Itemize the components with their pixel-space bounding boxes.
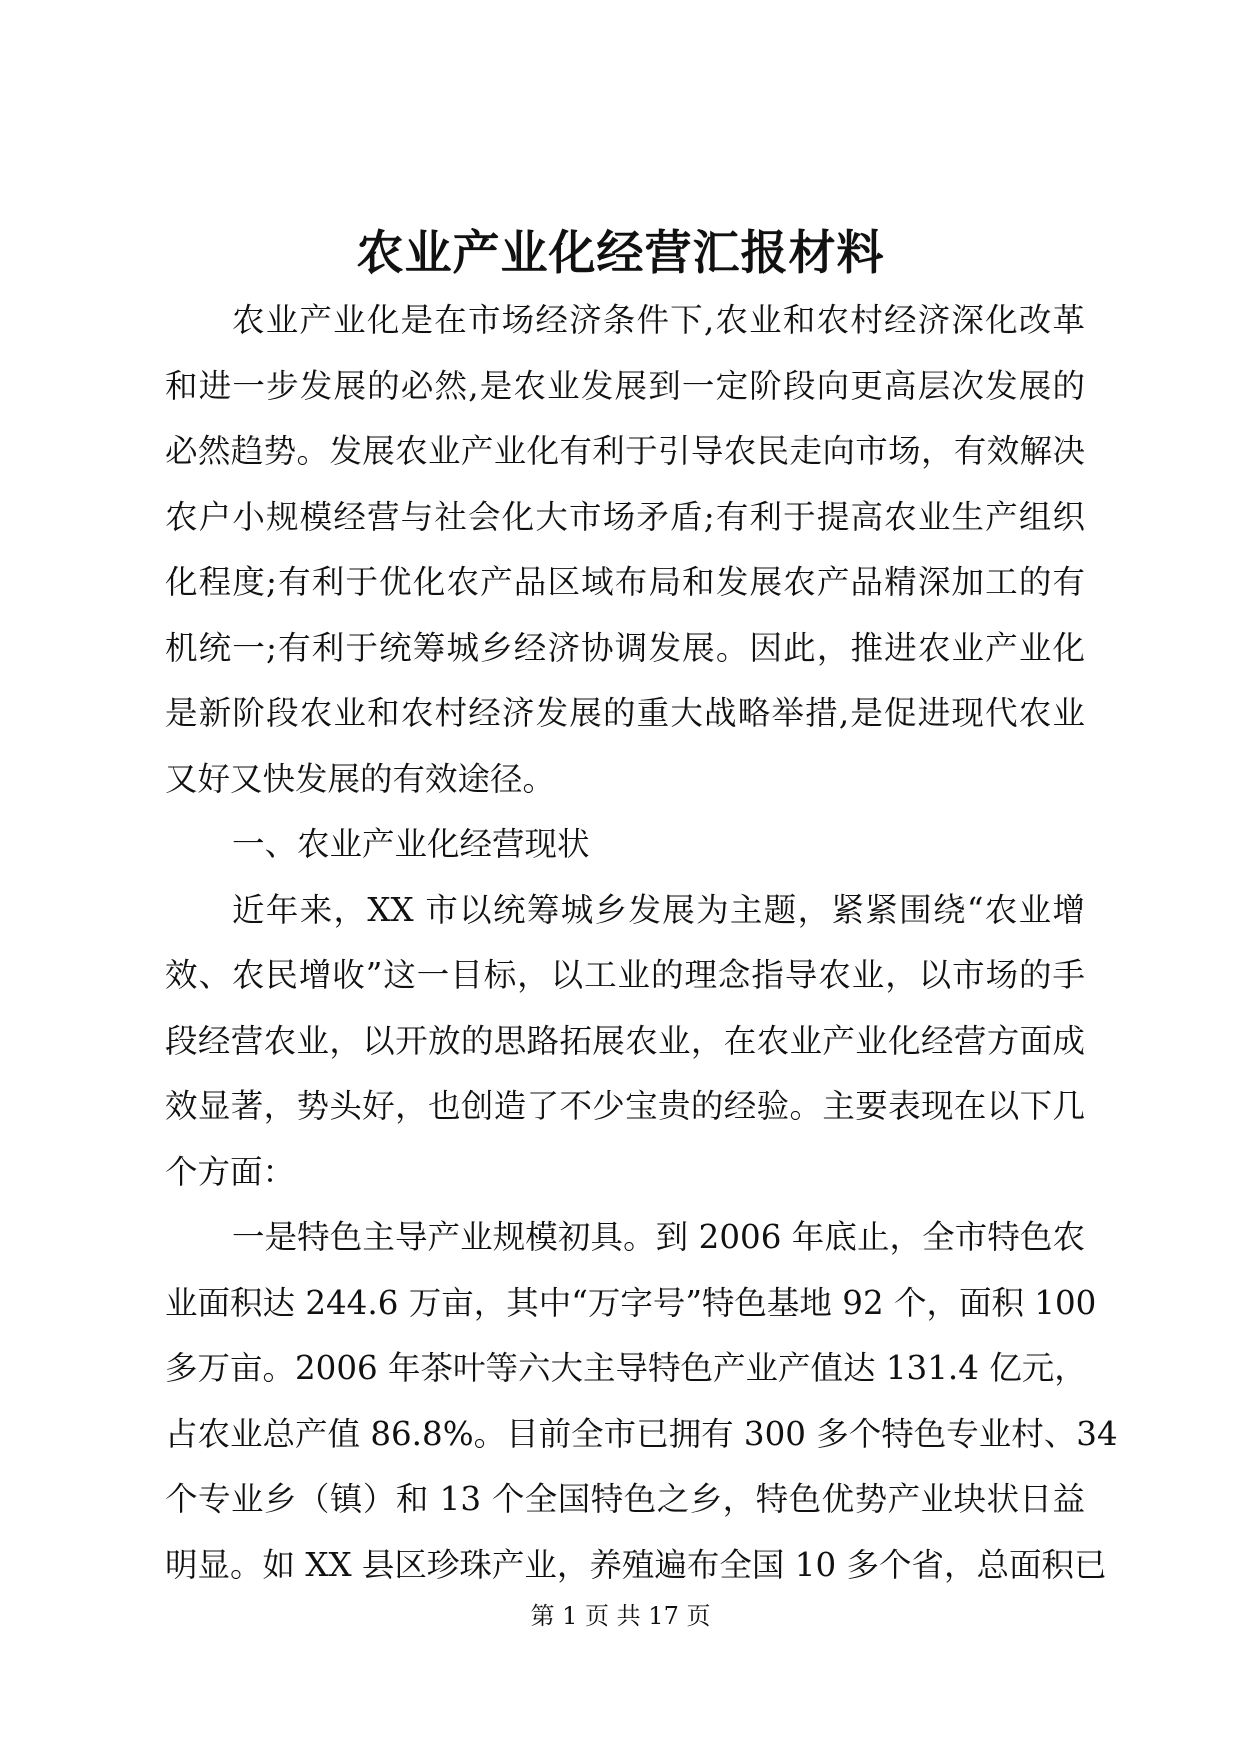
body-text-line: 必然趋势。发展农业产业化有利于引导农民走向市场，有效解决 <box>165 432 1085 470</box>
body-text-line: 多万亩。2006 年茶叶等六大主导特色产业产值达 131.4 亿元， <box>165 1349 1087 1387</box>
page-footer: 第 1 页 共 17 页 <box>530 1602 711 1630</box>
body-text-line: 效显著，势头好，也创造了不少宝贵的经验。主要表现在以下几 <box>165 1087 1085 1125</box>
document-body <box>165 288 1118 1598</box>
body-text-line: 段经营农业，以开放的思路拓展农业，在农业产业化经营方面成 <box>165 1021 1085 1060</box>
body-text-line: 个专业乡（镇）和 13 个全国特色之乡，特色优势产业块状日益 <box>165 1480 1085 1518</box>
body-text-line: 业面积达 244.6 万亩，其中“万字号”特色基地 92 个，面积 100 <box>165 1283 1097 1322</box>
body-text-line: 农户小规模经营与社会化大市场矛盾;有利于提高农业生产组织 <box>165 497 1085 536</box>
body-text-line: 效、农民增收”这一目标，以工业的理念指导农业，以市场的手 <box>165 956 1085 994</box>
body-text-line: 又好又快发展的有效途径。 <box>165 759 556 798</box>
body-text-line: 占农业总产值 86.8%。目前全市已拥有 300 多个特色专业村、34 <box>165 1414 1118 1453</box>
body-text-line: 化程度;有利于优化农产品区域布局和发展农产品精深加工的有 <box>165 563 1085 601</box>
body-text-line: 明显。如 XX 县区珍珠产业，养殖遍布全国 10 多个省，总面积已 <box>165 1545 1107 1584</box>
body-text-line: 一、农业产业化经营现状 <box>232 825 590 863</box>
body-text-line: 个方面： <box>165 1152 296 1191</box>
body-text-line: 和进一步发展的必然,是农业发展到一定阶段向更高层次发展的 <box>165 366 1085 405</box>
body-text-line: 农业产业化是在市场经济条件下,农业和农村经济深化改革 <box>232 301 1085 339</box>
body-text-line: 近年来，XX 市以统筹城乡发展为主题，紧紧围绕“农业增 <box>232 890 1085 929</box>
body-text-line: 是新阶段农业和农村经济发展的重大战略举措,是促进现代农业 <box>165 694 1085 732</box>
body-text-line: 机统一;有利于统筹城乡经济协调发展。因此，推进农业产业化 <box>165 628 1085 667</box>
body-text-line: 一是特色主导产业规模初具。到 2006 年底止，全市特色农 <box>232 1218 1085 1256</box>
document-title: 农业产业化经营汇报材料 <box>356 226 885 281</box>
